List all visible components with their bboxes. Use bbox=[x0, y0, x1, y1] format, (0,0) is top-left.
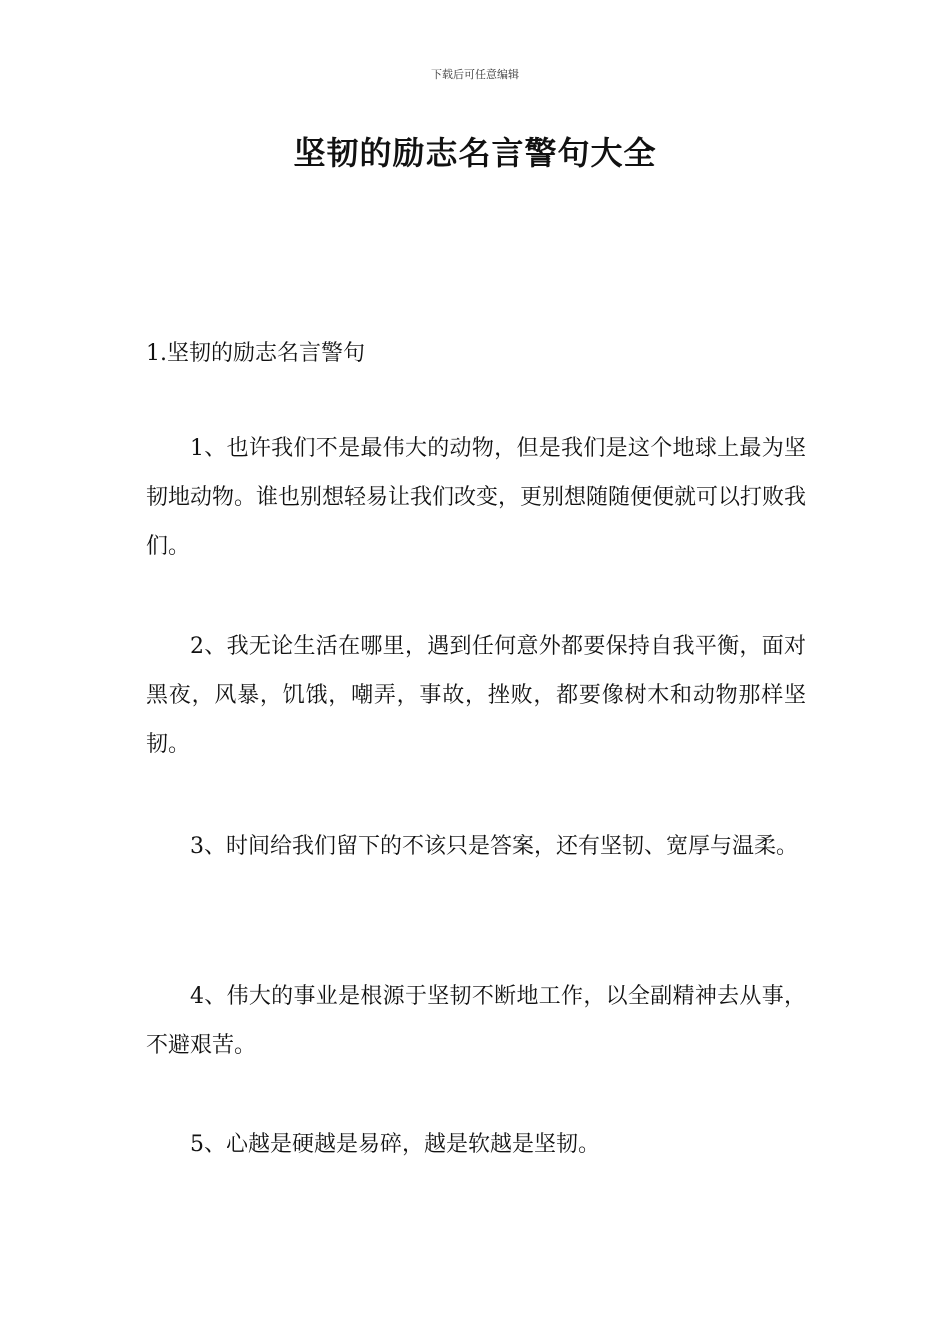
quote-paragraph-3: 3、时间给我们留下的不该只是答案，还有坚韧、宽厚与温柔。 bbox=[190, 834, 798, 859]
quote-paragraph-5: 5、心越是硬越是易碎，越是软越是坚韧。 bbox=[190, 1132, 600, 1157]
quote-paragraph-1: 1、也许我们不是最伟大的动物，但是我们是这个地球上最为坚韧地动物。谁也别想轻易让我们改变，更别想随随便便就可以打败我们。 bbox=[146, 436, 807, 559]
header-note: 下载后可任意编辑 bbox=[431, 68, 519, 81]
section-heading: 1.坚韧的励志名言警句 bbox=[146, 341, 365, 366]
quote-paragraph-4: 4、伟大的事业是根源于坚韧不断地工作，以全副精神去从事，不避艰苦。 bbox=[146, 984, 806, 1058]
document-title: 坚韧的励志名言警句大全 bbox=[293, 134, 657, 172]
quote-paragraph-2: 2、我无论生活在哪里，遇到任何意外都要保持自我平衡，面对黑夜，风暴，饥饿，嘲弄，事故，挫败，都要像树木和动物那样坚韧。 bbox=[146, 634, 806, 757]
